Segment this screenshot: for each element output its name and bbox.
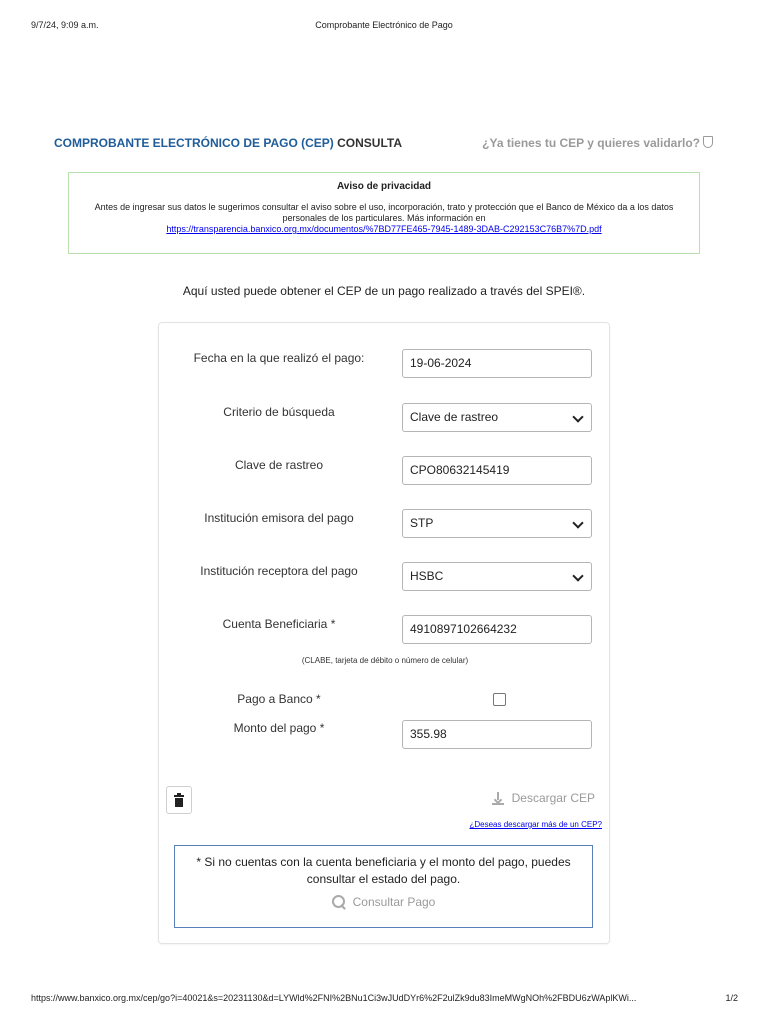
page-title [54, 136, 402, 150]
page-title-main: COMPROBANTE ELECTRÓNICO DE PAGO (CEP) [54, 136, 334, 150]
download-label: Descargar CEP [511, 791, 595, 805]
download-icon [492, 792, 504, 804]
clave-value: CPO80632145419 [410, 463, 510, 477]
receptora-label: Institución receptora del pago [200, 564, 358, 578]
print-url: https://www.banxico.org.mx/cep/go?i=40021&s=20231130&d=LYWld%2FNI%2BNu1Ci3wJUdDYr6%2F2ulZk9du83ImeMWgNOh%2FBDU6zWAplKWi... [31, 993, 637, 1003]
print-page-number: 1/2 [725, 993, 738, 1003]
fecha-value: 19-06-2024 [410, 356, 472, 370]
privacy-link[interactable]: https://transparencia.banxico.org.mx/documentos/%7BD77FE465-7945-1489-3DAB-C292153C76B7%7D.pdf [166, 224, 602, 234]
download-multiple-link[interactable]: ¿Deseas descargar más de un CEP? [469, 820, 602, 829]
clear-button[interactable] [166, 786, 192, 814]
fecha-input[interactable] [402, 349, 592, 378]
criterio-select[interactable] [402, 403, 592, 432]
validate-cep-link[interactable] [482, 136, 713, 150]
page-title-sub: CONSULTA [337, 136, 403, 150]
consult-label: Consultar Pago [352, 895, 436, 909]
print-date: 9/7/24, 9:09 a.m. [31, 20, 99, 30]
search-icon [332, 895, 346, 909]
validate-cep-label: ¿Ya tienes tu CEP y quieres validarlo? [482, 136, 700, 150]
intro-text: Aquí usted puede obtener el CEP de un pago realizado a través del SPEI®. [182, 284, 586, 298]
privacy-text: Antes de ingresar sus datos le sugerimos consultar el aviso sobre el uso, incorporación, trato y protección que el Banco de México da a los datos personales de los particulares. Más información en [94, 202, 674, 223]
consult-payment-button[interactable] [175, 894, 592, 911]
privacy-notice [68, 172, 700, 254]
chevron-down-icon [572, 517, 583, 528]
shield-icon [703, 136, 713, 148]
info-text: * Si no cuentas con la cuenta beneficiaria y el monto del pago, puedes consultar el estado del pago. [196, 855, 571, 886]
privacy-title: Aviso de privacidad [336, 181, 432, 192]
receptora-select[interactable] [402, 562, 592, 591]
chevron-down-icon [572, 411, 583, 422]
cuenta-note: (CLABE, tarjeta de débito o número de celular) [301, 656, 469, 665]
monto-label: Monto del pago * [233, 721, 325, 735]
cuenta-label: Cuenta Beneficiaria * [222, 617, 336, 631]
emisora-value: STP [410, 516, 434, 530]
clave-label: Clave de rastreo [234, 458, 324, 472]
pago-banco-label: Pago a Banco * [237, 692, 321, 706]
criterio-value: Clave de rastreo [410, 410, 499, 424]
receptora-value: HSBC [410, 569, 444, 583]
info-box [174, 845, 593, 928]
cep-form [158, 322, 610, 944]
monto-input[interactable] [402, 720, 592, 749]
clave-input[interactable] [402, 456, 592, 485]
fecha-label: Fecha en la que realizó el pago: [193, 351, 365, 365]
chevron-down-icon [572, 570, 583, 581]
criterio-label: Criterio de búsqueda [223, 405, 335, 419]
cuenta-input[interactable] [402, 615, 592, 644]
emisora-label: Institución emisora del pago [204, 511, 354, 525]
print-title: Comprobante Electrónico de Pago [315, 20, 453, 30]
download-cep-button[interactable] [492, 791, 595, 805]
monto-value: 355.98 [410, 727, 447, 741]
emisora-select[interactable] [402, 509, 592, 538]
cuenta-value: 4910897102664232 [410, 622, 517, 636]
pago-banco-checkbox[interactable] [493, 693, 506, 706]
